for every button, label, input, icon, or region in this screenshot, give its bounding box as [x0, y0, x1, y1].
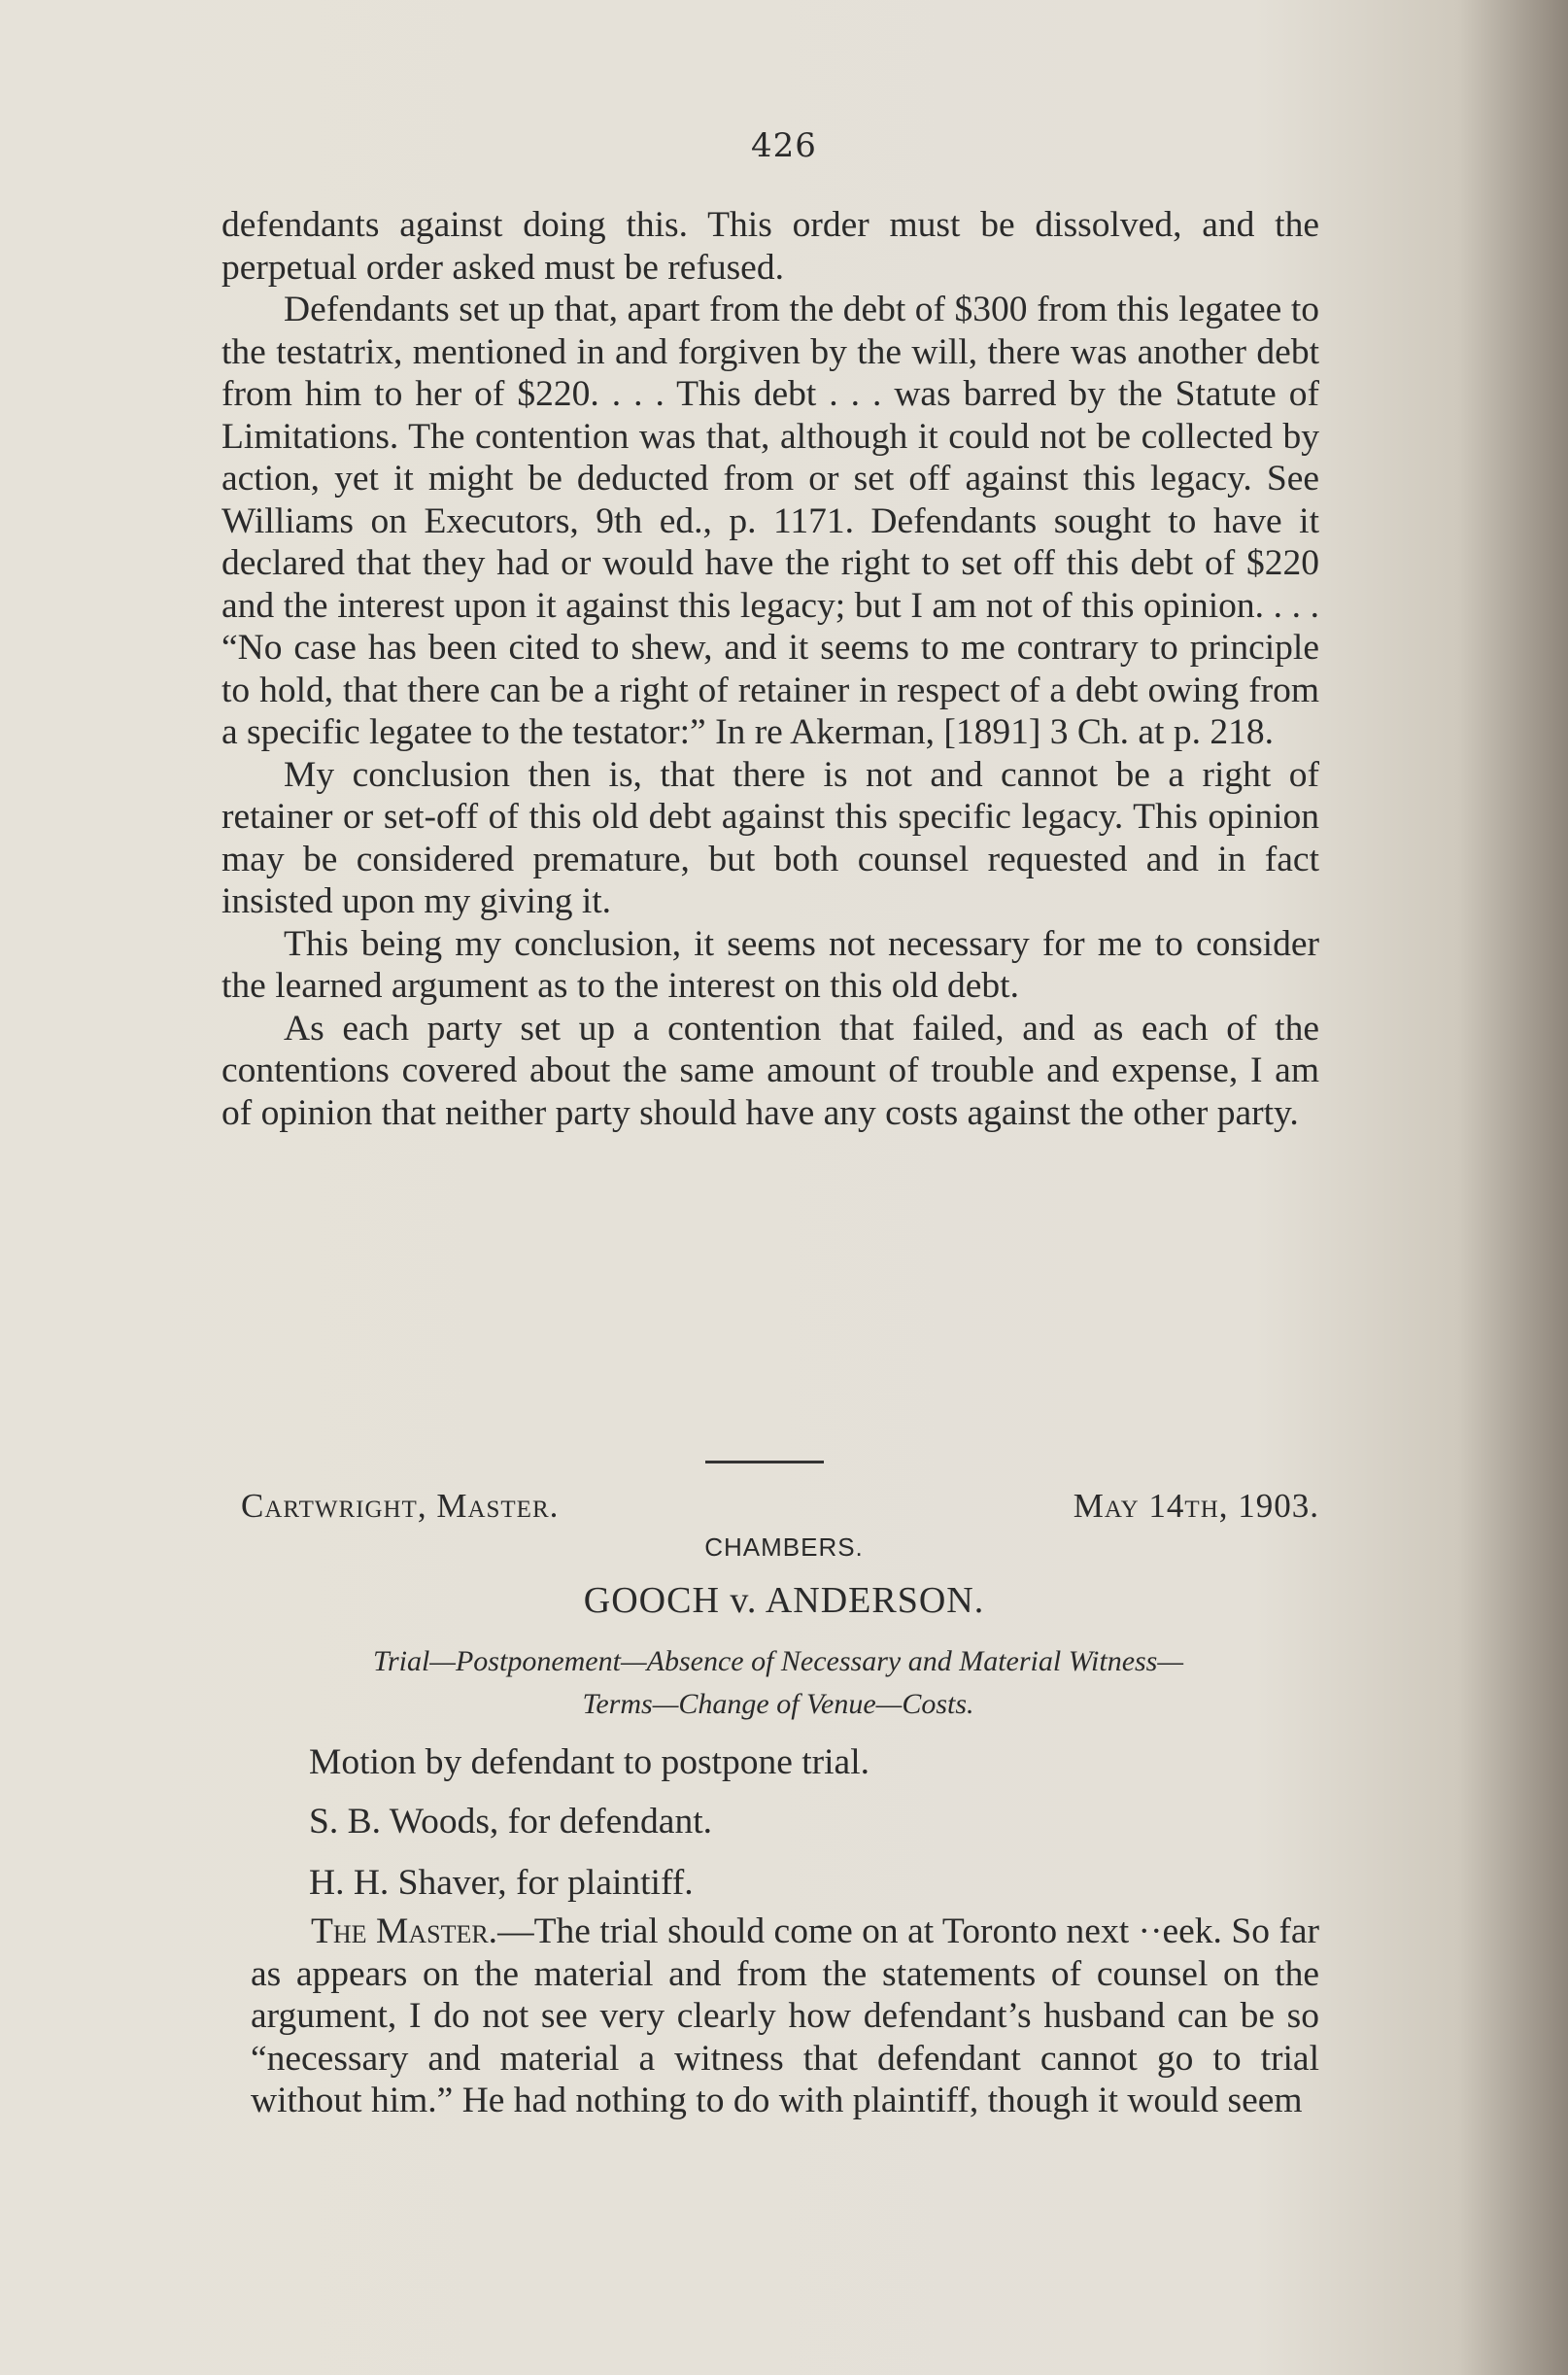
decision-date: May 14th, 1903. [1073, 1487, 1319, 1525]
paragraph-4: This being my conclusion, it seems not necessary for me to consider the learned argument as to the interest on this old debt. [222, 923, 1319, 1006]
paragraph-2: Defendants set up that, apart from the debt of $300 from this legatee to the testatrix, mentioned in and forgiven by the will, there was another debt from him to her of $220. . . . This debt . . . was barred by the Statute of Limitations. The contention was that, although it could not be collected by action, yet it might be deducted from or set off against this legacy. See Williams on Executors, 9th ed., p. 1171. Defendants sought to have it declared that they had or would have the right to set off this debt of $220 and the interest upon it against this legacy; but I am not of this opinion. . . . “No case has been cited to shew, and it seems to me contrary to principle to hold, that there can be a right of retainer in respect of a debt owing from a specific legatee to the testator:” In re Akerman, [1891] 3 Ch. at p. 218. [222, 290, 1319, 752]
case-header-line [241, 1487, 1319, 1535]
body-text [222, 204, 1319, 1134]
court-name: CHAMBERS. [704, 1532, 864, 1562]
judgment-text: —The trial should come on at Toronto next ··eek. So far as appears on the material and from the statements of counsel on the argument, I do not see very clearly how defendant’s husband can be so “necessary and material a witness that defendant cannot go to trial without him.” He had nothing to do with plaintiff, though it would seem [251, 1911, 1320, 2120]
headnote [239, 1640, 1317, 1726]
headnote-line-1: Trial—Postponement—Absence of Necessary and Material Witness— [372, 1645, 1184, 1677]
judge-name: Cartwright, Master. [241, 1487, 560, 1525]
counsel-plaintiff: H. H. Shaver, for plaintiff. [309, 1863, 694, 1903]
page-number: 426 [751, 126, 817, 165]
headnote-line-2: Terms—Change of Venue—Costs. [582, 1688, 974, 1720]
counsel-defendant: S. B. Woods, for defendant. [309, 1802, 712, 1841]
paragraph-1: defendants against doing this. This order must be dissolved, and the perpetual order asked must be refused. [222, 205, 1319, 288]
judgment-speaker: The Master. [311, 1911, 498, 1951]
section-divider [705, 1461, 824, 1463]
case-title: GOOCH v. ANDERSON. [583, 1580, 985, 1621]
paragraph-5: As each party set up a contention that failed, and as each of the contentions covered about the same amount of trouble and expense, I am of opinion that neither party should have any costs against the other party. [222, 1008, 1319, 1133]
paragraph-3: My conclusion then is, that there is not and cannot be a right of retainer or set-off of this old debt against this specific legacy. This opinion may be considered premature, but both counsel requested and in fact insisted upon my giving it. [222, 754, 1319, 921]
motion-line: Motion by defendant to postpone trial. [309, 1742, 869, 1782]
judgment-paragraph [251, 1910, 1319, 2122]
